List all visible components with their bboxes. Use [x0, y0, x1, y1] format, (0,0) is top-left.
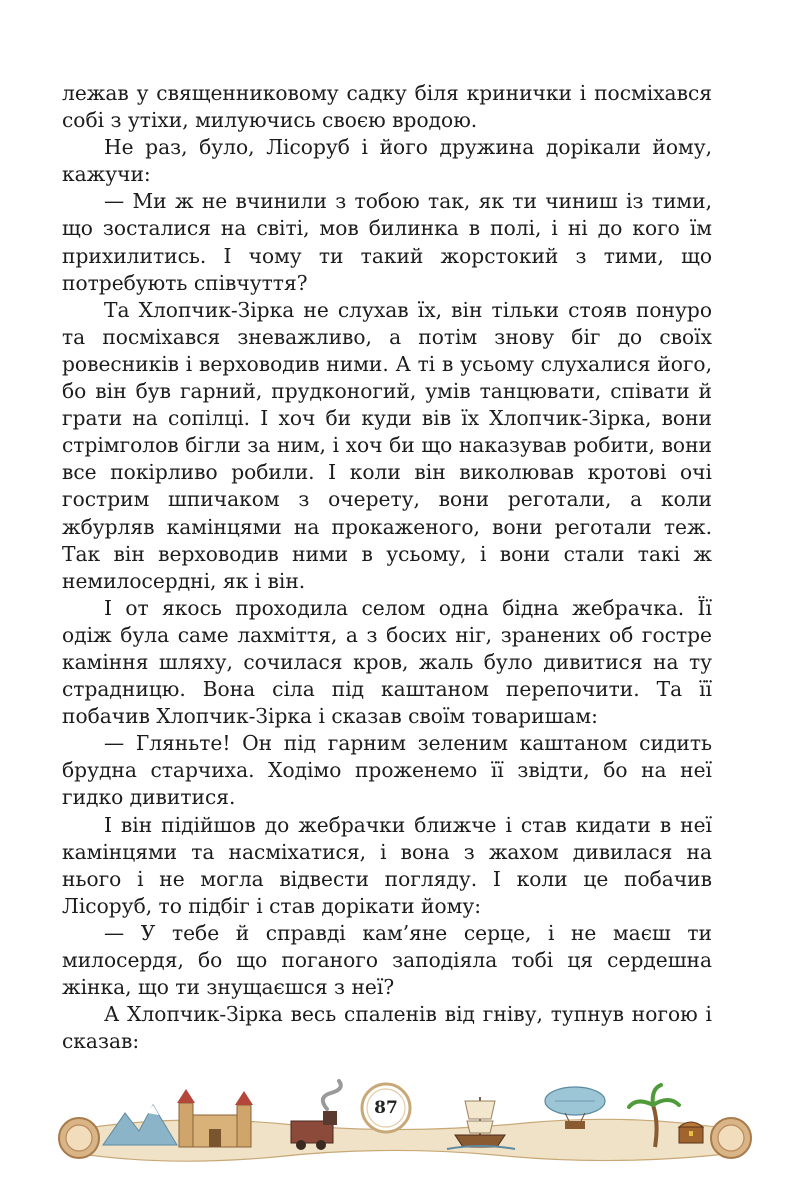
paragraph-5: І от якось проходила селом одна бідна жебрачка. Її одіж була саме лахміття, а з босих ніг, зранених об гостре каміння шляху, сочилася кров, жаль було дивитися на ту страдницю. Вона сіла під каштаном перепочити. Та її побачив Хлопчик-Зірка і сказав своїм товаришам:: [62, 595, 712, 729]
page-number: 87: [374, 1098, 398, 1118]
paragraph-2: Не раз, було, Лісоруб і його дружина дорікали йому, кажучи:: [62, 135, 712, 187]
train-icon: [291, 1081, 341, 1150]
paragraph-4: Та Хлопчик-Зірка не слухав їх, він тільки стояв понуро та посміхався зневажливо, а потім знову біг до своїх ровесників і верховодив ними. А ті в усьому слухалися його, бо він був гарний, прудконогий, умів танцювати, співати й грати на сопілці. І хоч би куди вів їх Хлопчик-Зірка, вони стрімголов бігли за ним, і хоч би що наказував робити, вони все покірливо робили. І коли він виколював кротові очі гострим шпичаком з очерету, вони реготали, а коли жбурляв камінцями на прокаженого, вони реготали теж. Так він верховодив ними в усьому, і вони стали такі ж немилосердні, як і він.: [62, 297, 712, 593]
castle-icon: [177, 1089, 253, 1147]
paragraph-8: — У тебе й справді кам’яне серце, і не маєш ти милосердя, бо що поганого заподіяла тобі ця сердешна жінка, що ти знущаєшся з неї?: [62, 920, 712, 1000]
treasure-chest-icon: [679, 1122, 703, 1143]
page-body-text: [62, 80, 712, 1055]
paragraph-1: лежав у священниковому садку біля кринички і посміхався собі з утіхи, милуючись своєю вродою.: [62, 81, 712, 133]
left-medallion-icon: [59, 1118, 99, 1158]
paragraph-7: І він підійшов до жебрачки ближче і став кидати в неї камінцями та насміхатися, і вона з жахом дивилася на нього і не могла відвести погляду. І коли це побачив Лісоруб, то підбіг і став дорікати йому:: [62, 812, 712, 918]
paragraph-3: — Ми ж не вчинили з тобою так, як ти чиниш із тими, що зосталися на світі, мов билинка в полі, і ні до кого їм прихилитись. І чому ти такий жорстокий з тими, що потребують співчуття?: [62, 189, 712, 295]
right-medallion-icon: [711, 1118, 751, 1158]
paragraph-6: — Гляньте! Он під гарним зеленим каштаном сидить брудна старчиха. Ходімо проженемо її звідти, бо на неї гидко дивитися.: [62, 731, 712, 810]
paragraph-9: А Хлопчик-Зірка весь спаленів від гніву, тупнув ногою і сказав:: [62, 1002, 712, 1054]
